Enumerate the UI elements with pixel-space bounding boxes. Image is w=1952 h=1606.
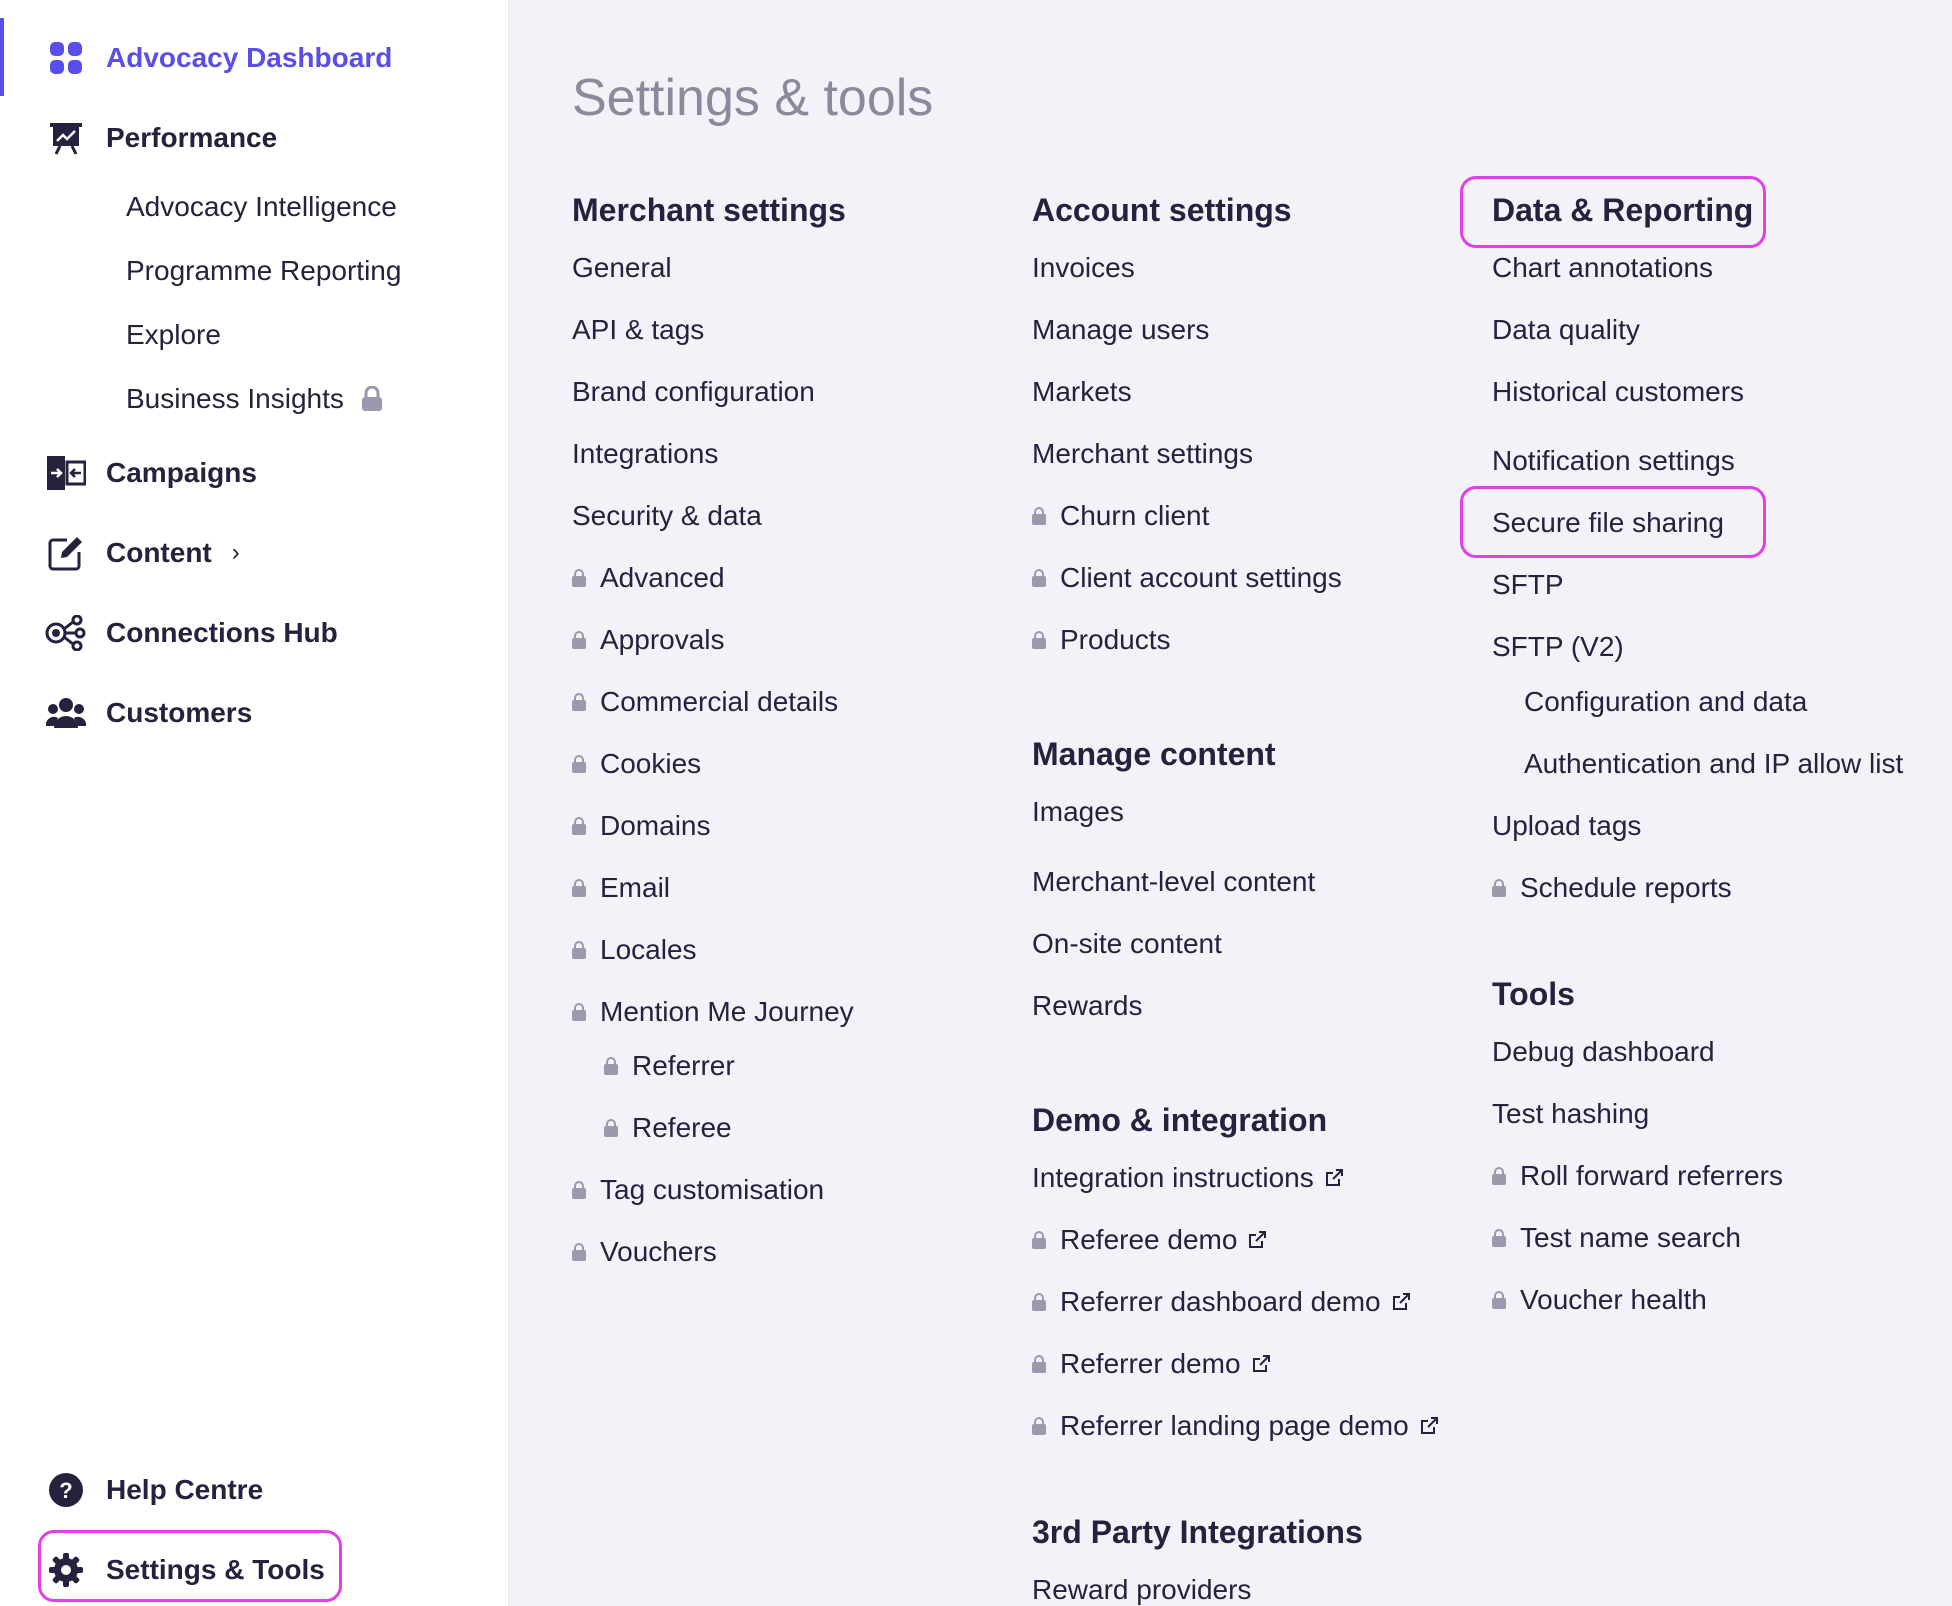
section-merchant-settings: Merchant settings — [572, 192, 846, 228]
lock-icon — [572, 693, 586, 711]
link-tag-customisation[interactable] — [572, 1174, 824, 1206]
nav-label-performance: Performance — [106, 122, 278, 153]
link-on-site-content[interactable] — [1032, 928, 1222, 960]
sub-advocacy-intelligence[interactable] — [126, 191, 397, 223]
link-label: SFTP (V2) — [1492, 631, 1624, 662]
link-label: Merchant-level content — [1032, 866, 1316, 897]
link-api-tags[interactable] — [572, 314, 704, 346]
link-label: Locales — [600, 934, 697, 965]
link-label: Churn client — [1060, 500, 1210, 531]
link-reward-providers[interactable] — [1032, 1574, 1251, 1606]
link-label: Commercial details — [600, 686, 839, 717]
campaigns-icon — [44, 451, 88, 495]
link-label: Upload tags — [1492, 810, 1642, 841]
link-label: Advanced — [600, 562, 725, 593]
link-label: Cookies — [600, 748, 702, 779]
link-roll-forward-referrers[interactable] — [1492, 1160, 1783, 1192]
link-sftp[interactable] — [1492, 569, 1564, 601]
section-tools: Tools — [1492, 976, 1575, 1012]
link-locales[interactable] — [572, 934, 697, 966]
link-email[interactable] — [572, 872, 670, 904]
link-label: Manage users — [1032, 314, 1210, 345]
link-markets[interactable] — [1032, 376, 1132, 408]
lock-icon — [604, 1119, 618, 1137]
lock-icon — [572, 879, 586, 897]
link-integration-instructions[interactable] — [1032, 1162, 1344, 1194]
link-integrations[interactable] — [572, 438, 718, 470]
link-referrer[interactable] — [604, 1050, 735, 1082]
link-label: Mention Me Journey — [600, 996, 854, 1027]
link-label: Client account settings — [1060, 562, 1342, 593]
help-circle-icon — [44, 1468, 88, 1512]
link-label: Chart annotations — [1492, 252, 1714, 283]
link-label: Referrer — [632, 1050, 735, 1081]
page-title: Settings & tools — [572, 69, 934, 127]
nav-customers[interactable] — [44, 691, 252, 735]
link-debug-dashboard[interactable] — [1492, 1036, 1715, 1068]
link-label: Merchant settings — [1032, 438, 1253, 469]
link-label: Referee demo — [1060, 1224, 1238, 1255]
link-images[interactable] — [1032, 796, 1124, 828]
chevron-right-icon: › — [231, 539, 240, 566]
link-label: Roll forward referrers — [1520, 1160, 1783, 1191]
link-label: Reward providers — [1032, 1574, 1252, 1605]
lock-icon — [360, 386, 384, 412]
link-configuration-and-data[interactable] — [1524, 686, 1807, 718]
sub-label: Explore — [126, 319, 221, 350]
link-products[interactable] — [1032, 624, 1171, 656]
external-link-icon — [1391, 1292, 1411, 1312]
section-demo-integration: Demo & integration — [1032, 1102, 1328, 1138]
link-manage-users[interactable] — [1032, 314, 1209, 346]
link-label: Domains — [600, 810, 711, 841]
link-label: Integration instructions — [1032, 1162, 1314, 1193]
sub-programme-reporting[interactable] — [126, 255, 401, 287]
link-label: Test name search — [1520, 1222, 1741, 1253]
lock-icon — [572, 941, 586, 959]
nav-settings-tools[interactable] — [44, 1548, 325, 1592]
sub-business-insights[interactable] — [126, 383, 384, 415]
section-manage-content: Manage content — [1032, 736, 1276, 772]
link-label: Images — [1032, 796, 1124, 827]
link-historical-customers[interactable] — [1492, 376, 1744, 408]
link-referrer-dashboard-demo[interactable] — [1032, 1286, 1411, 1318]
link-brand-configuration[interactable] — [572, 376, 815, 408]
link-label: Data quality — [1492, 314, 1640, 345]
link-schedule-reports[interactable] — [1492, 872, 1732, 904]
external-link-icon — [1251, 1354, 1271, 1374]
link-label: Referrer demo — [1060, 1348, 1241, 1379]
link-label: Integrations — [572, 438, 719, 469]
link-advanced[interactable] — [572, 562, 725, 594]
link-chart-annotations[interactable] — [1492, 252, 1713, 284]
link-merchant-settings[interactable] — [1032, 438, 1253, 470]
section-data-reporting: Data & Reporting — [1492, 192, 1754, 228]
sub-label: Advocacy Intelligence — [126, 191, 397, 222]
link-label: Secure file sharing — [1492, 507, 1724, 538]
link-general[interactable] — [572, 252, 672, 284]
nav-label-settings-tools: Settings & Tools — [106, 1554, 325, 1585]
link-referee[interactable] — [604, 1112, 732, 1144]
lock-icon — [572, 755, 586, 773]
nav-advocacy-dashboard[interactable] — [44, 36, 392, 80]
link-label: Security & data — [572, 500, 762, 531]
link-label: Historical customers — [1492, 376, 1745, 407]
lock-icon — [604, 1057, 618, 1075]
lock-icon — [1032, 1293, 1046, 1311]
link-client-account-settings[interactable] — [1032, 562, 1342, 594]
link-upload-tags[interactable] — [1492, 810, 1641, 842]
lock-icon — [1492, 879, 1506, 897]
link-approvals[interactable] — [572, 624, 725, 656]
sub-explore[interactable] — [126, 319, 221, 351]
link-label: Test hashing — [1492, 1098, 1650, 1129]
link-label: Vouchers — [600, 1236, 717, 1267]
link-label: API & tags — [572, 314, 705, 345]
lock-icon — [572, 1003, 586, 1021]
link-invoices[interactable] — [1032, 252, 1135, 284]
svg-text:?: ? — [59, 1478, 73, 1503]
link-label: Debug dashboard — [1492, 1036, 1715, 1067]
link-label: Invoices — [1032, 252, 1135, 283]
link-label: Referrer landing page demo — [1060, 1410, 1409, 1441]
link-label: Email — [600, 872, 671, 903]
nav-label-connections-hub: Connections Hub — [106, 617, 338, 648]
lock-icon — [572, 1181, 586, 1199]
sub-label: Programme Reporting — [126, 255, 402, 286]
nav-label-content: Content — [106, 537, 212, 568]
link-vouchers[interactable] — [572, 1236, 717, 1268]
nav-label-advocacy-dashboard: Advocacy Dashboard — [106, 42, 393, 73]
section-account-settings: Account settings — [1032, 192, 1292, 228]
lock-icon — [572, 1243, 586, 1261]
customers-group-icon — [44, 691, 88, 735]
link-test-hashing[interactable] — [1492, 1098, 1649, 1130]
sidebar — [0, 0, 509, 1606]
lock-icon — [572, 569, 586, 587]
link-label: Referrer dashboard demo — [1060, 1286, 1381, 1317]
nav-campaigns[interactable] — [44, 451, 257, 495]
external-link-icon — [1247, 1230, 1267, 1250]
lock-icon — [1492, 1167, 1506, 1185]
link-notification-settings[interactable] — [1492, 445, 1735, 477]
settings-gear-icon — [44, 1548, 88, 1592]
link-referee-demo[interactable] — [1032, 1224, 1267, 1256]
lock-icon — [1032, 569, 1046, 587]
lock-icon — [572, 631, 586, 649]
link-label: SFTP — [1492, 569, 1564, 600]
lock-icon — [1032, 631, 1046, 649]
link-label: Voucher health — [1520, 1284, 1707, 1315]
link-secure-file-sharing[interactable] — [1492, 507, 1724, 539]
nav-label-campaigns: Campaigns — [106, 457, 257, 488]
nav-performance[interactable] — [44, 116, 277, 160]
link-cookies[interactable] — [572, 748, 701, 780]
link-label: Configuration and data — [1524, 686, 1808, 717]
connections-hub-icon — [44, 611, 88, 655]
dashboard-grid-icon — [44, 36, 88, 80]
link-authentication-ip-allow-list[interactable] — [1524, 748, 1903, 780]
nav-help-centre[interactable] — [44, 1468, 263, 1512]
presentation-chart-icon — [44, 116, 88, 160]
link-data-quality[interactable] — [1492, 314, 1640, 346]
link-label: Products — [1060, 624, 1171, 655]
link-label: General — [572, 252, 672, 283]
external-link-icon — [1324, 1168, 1344, 1188]
link-label: Schedule reports — [1520, 872, 1732, 903]
link-voucher-health[interactable] — [1492, 1284, 1707, 1316]
link-rewards[interactable] — [1032, 990, 1142, 1022]
link-label: Tag customisation — [600, 1174, 825, 1205]
link-referrer-landing-page-demo[interactable] — [1032, 1410, 1439, 1442]
link-commercial-details[interactable] — [572, 686, 838, 718]
link-label: Rewards — [1032, 990, 1143, 1021]
lock-icon — [1032, 1355, 1046, 1373]
lock-icon — [1492, 1291, 1506, 1309]
link-security-data[interactable] — [572, 500, 762, 532]
link-label: Authentication and IP allow list — [1524, 748, 1904, 779]
link-sftp-v2[interactable] — [1492, 631, 1624, 663]
nav-label-customers: Customers — [106, 697, 253, 728]
lock-icon — [1492, 1229, 1506, 1247]
link-label: Brand configuration — [572, 376, 815, 407]
external-link-icon — [1419, 1416, 1439, 1436]
link-label: Referee — [632, 1112, 732, 1143]
sub-label: Business Insights — [126, 383, 344, 414]
settings-main — [509, 0, 1952, 1606]
link-domains[interactable] — [572, 810, 710, 842]
link-referrer-demo[interactable] — [1032, 1348, 1271, 1380]
nav-connections-hub[interactable] — [44, 611, 338, 655]
link-churn-client[interactable] — [1032, 500, 1209, 532]
lock-icon — [1032, 1417, 1046, 1435]
lock-icon — [1032, 1231, 1046, 1249]
nav-content[interactable] — [44, 531, 240, 575]
link-label: Markets — [1032, 376, 1132, 407]
link-label: On-site content — [1032, 928, 1222, 959]
lock-icon — [572, 817, 586, 835]
link-test-name-search[interactable] — [1492, 1222, 1741, 1254]
link-merchant-level-content[interactable] — [1032, 866, 1315, 898]
nav-label-help-centre: Help Centre — [106, 1474, 264, 1505]
link-label: Notification settings — [1492, 445, 1735, 476]
link-label: Approvals — [600, 624, 725, 655]
section-3rd-party-integrations: 3rd Party Integrations — [1032, 1514, 1363, 1550]
link-mention-me-journey[interactable] — [572, 996, 854, 1028]
lock-icon — [1032, 507, 1046, 525]
active-indicator — [0, 18, 4, 96]
edit-pencil-icon — [44, 531, 88, 575]
